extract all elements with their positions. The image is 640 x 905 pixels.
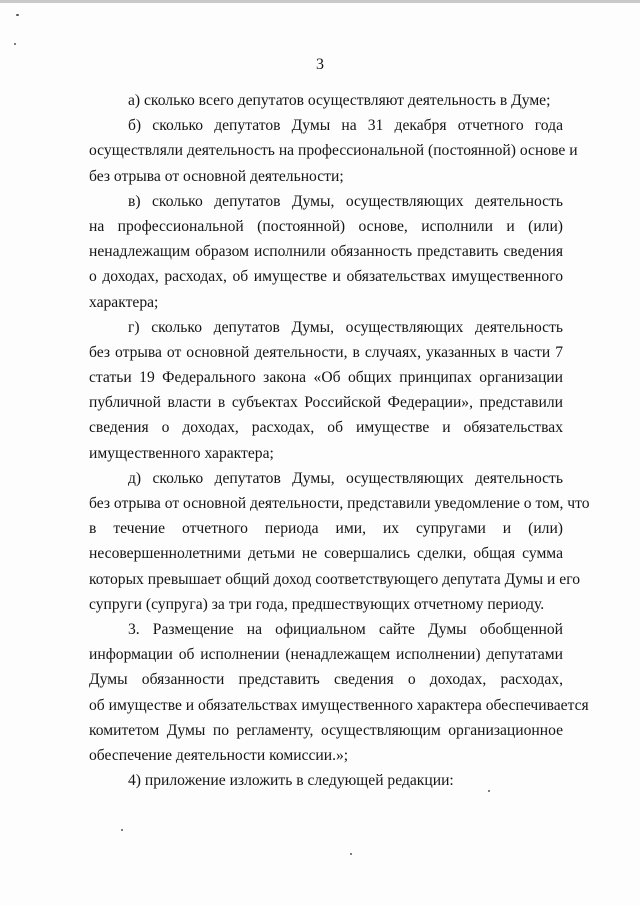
text-line: без отрыва от основной деятельности, в случаях, указанных в части 7 [89, 343, 563, 361]
text-line: статьи 19 Федерального закона «Об общих принципах организации [89, 369, 563, 387]
text-line: 3. Размещение на официальном сайте Думы обобщенной [128, 620, 563, 638]
text-line: без отрыва от основной деятельности; [89, 167, 344, 185]
paragraph-item3 [89, 617, 589, 768]
text-line: г) сколько депутатов Думы, осуществляющих деятельность [128, 318, 563, 336]
text-line: б) сколько депутатов Думы на 31 декабря отчетного года [128, 117, 563, 135]
text-line: супруги (супруга) за три года, предшествующих отчетному периоду. [89, 595, 545, 613]
paragraph-g [89, 315, 563, 466]
paragraph-d [89, 466, 590, 617]
text-line: в) сколько депутатов Думы, осуществляющих деятельность [128, 192, 563, 210]
paragraph-v [89, 189, 563, 315]
document-body [89, 88, 590, 793]
text-line: несовершеннолетними детьми не совершались сделки, общая сумма [89, 545, 563, 563]
text-line: без отрыва от основной деятельности, представили уведомление о том, что [89, 495, 590, 512]
scan-speck [121, 829, 123, 831]
paragraph-item4 [89, 768, 563, 793]
text-line: характера; [89, 293, 159, 311]
text-line: о доходах, расходах, об имуществе и обязательствах имущественного [89, 268, 563, 286]
paragraph-a [89, 88, 563, 113]
page-number: 3 [316, 56, 324, 73]
text-line: в течение отчетного периода ими, их супругами и (или) [89, 520, 563, 538]
scan-speck [350, 853, 352, 855]
text-line: д) сколько депутатов Думы, осуществляющих деятельность [128, 469, 563, 487]
paragraph-b [89, 113, 578, 189]
scan-speck [16, 14, 19, 16]
text-line: ненадлежащим образом исполнили обязанность представить сведения [89, 243, 563, 261]
text-line: комитетом Думы по регламенту, осуществляющим организационное [89, 721, 563, 739]
text-line: имущественного характера; [89, 444, 274, 462]
page-top-edge [0, 0, 640, 3]
text-line: которых превышает общий доход соответствующего депутата Думы и его [89, 570, 581, 588]
text-line: на профессиональной (постоянной) основе, исполнили и (или) [89, 217, 563, 235]
text-line: 4) приложение изложить в следующей редакции: [128, 772, 454, 790]
text-line: информации об исполнении (ненадлежащем исполнении) депутатами [89, 646, 563, 664]
text-line: Думы обязанности представить сведения о доходах, расходах, [89, 671, 563, 689]
text-line: а) сколько всего депутатов осуществляют деятельность в Думе; [128, 92, 551, 109]
text-line: осуществляли деятельность на профессиональной (постоянной) основе и [89, 142, 578, 160]
text-line: обеспечение деятельности комиссии.»; [89, 746, 349, 764]
text-line: публичной власти в субъектах Российской Федерации», представили [89, 394, 563, 412]
scan-speck [14, 43, 16, 45]
text-line: об имуществе и обязательствах имущественного характера обеспечивается [89, 696, 589, 714]
text-line: сведения о доходах, расходах, об имуществе и обязательствах [89, 419, 563, 437]
